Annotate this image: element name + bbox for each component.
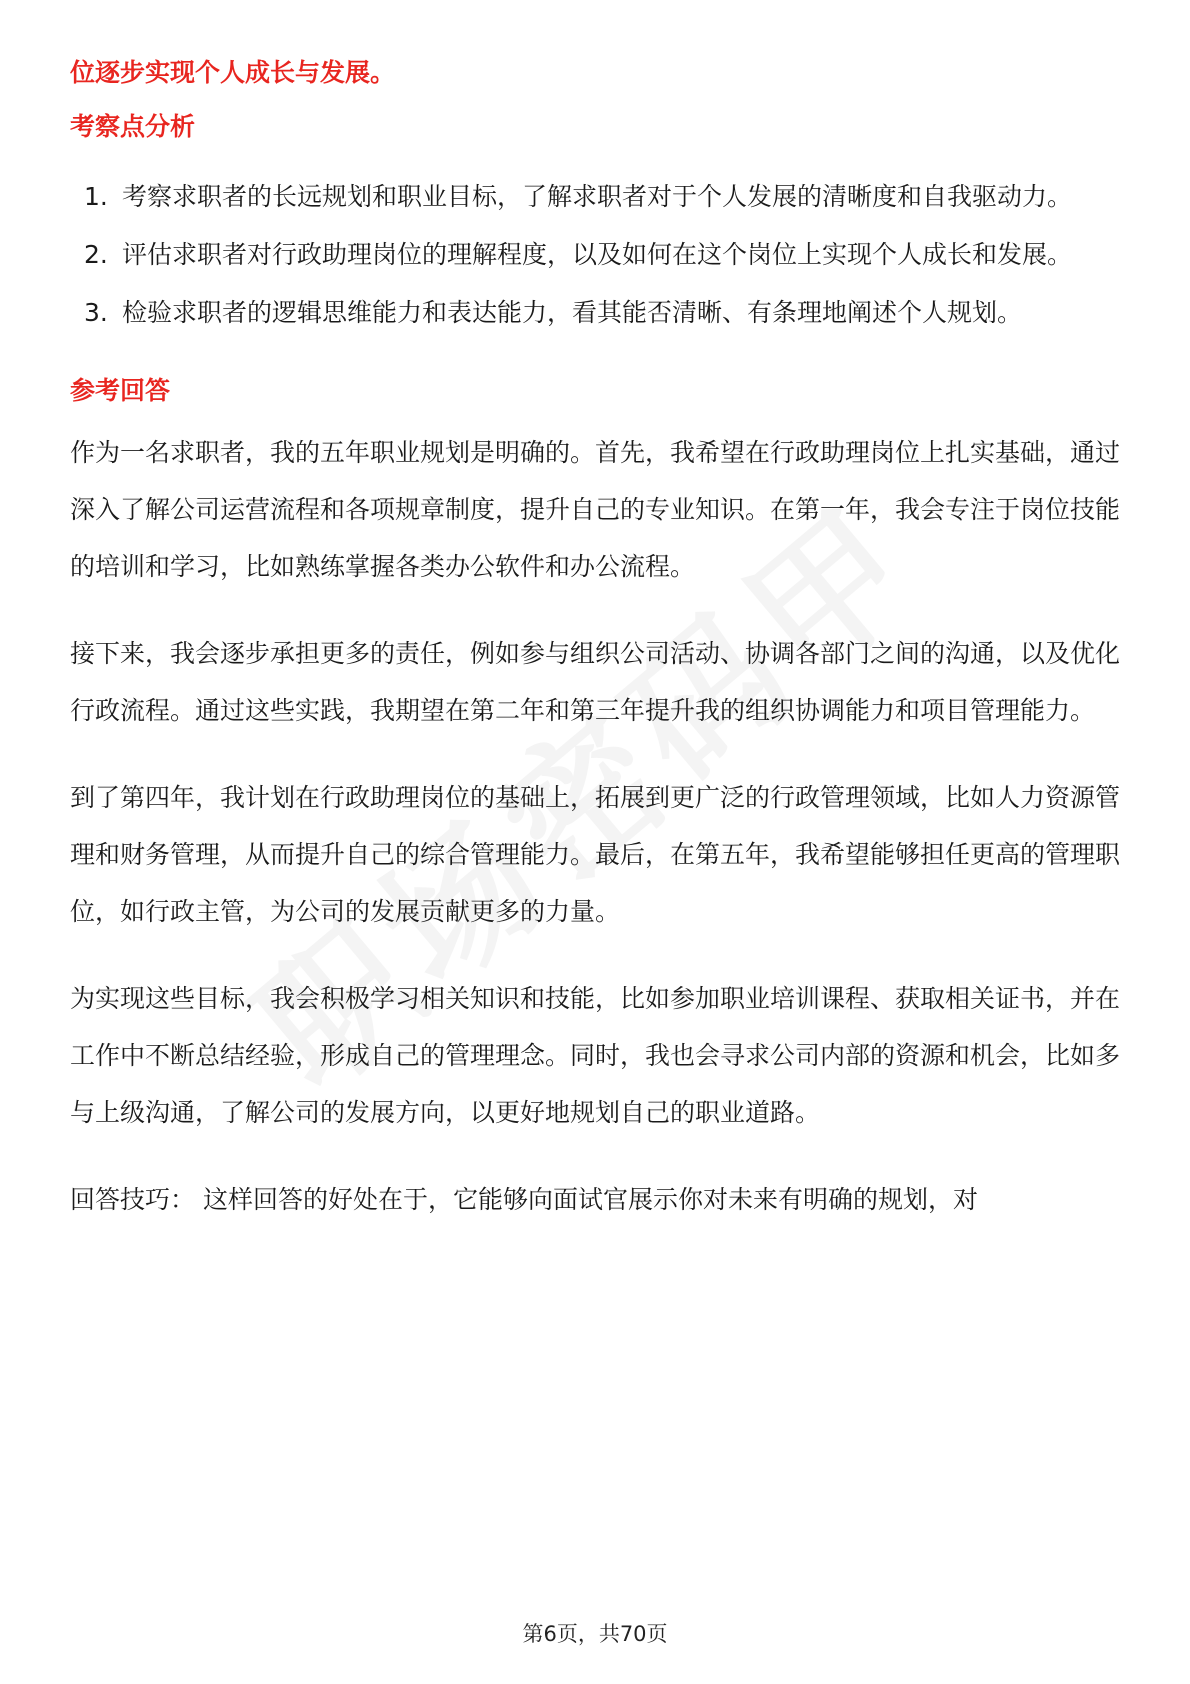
list-item-number: 3. [84, 298, 108, 327]
list-item [70, 168, 1120, 226]
list-item-number: 1. [84, 182, 108, 211]
list-item [70, 284, 1120, 342]
page-number: 第6页，共70页 [522, 1622, 668, 1646]
answer-heading: 参考回答 [70, 376, 171, 405]
list-item-text: 检验求职者的逻辑思维能力和表达能力，看其能否清晰、有条理地阐述个人规划。 [122, 298, 1023, 327]
list-item-text: 考察求职者的长远规划和职业目标，了解求职者对于个人发展的清晰度和自我驱动力。 [122, 182, 1073, 211]
answer-paragraph: 作为一名求职者，我的五年职业规划是明确的。首先，我希望在行政助理岗位上扎实基础，通过深入了解公司运营流程和各项规章制度，提升自己的专业知识。在第一年，我会专注于岗位技能的培训和学习，比如熟练掌握各类办公软件和办公流程。 [70, 438, 1121, 581]
answer-tips-paragraph: 回答技巧： 这样回答的好处在于，它能够向面试官展示你对未来有明确的规划，对 [70, 1185, 978, 1214]
analysis-heading: 考察点分析 [70, 112, 196, 141]
answer-paragraph: 到了第四年，我计划在行政助理岗位的基础上，拓展到更广泛的行政管理领域，比如人力资源管理和财务管理，从而提升自己的综合管理能力。最后，在第五年，我希望能够担任更高的管理职位，如行政主管，为公司的发展贡献更多的力量。 [70, 783, 1121, 926]
list-item [70, 226, 1120, 284]
list-item-text: 评估求职者对行政助理岗位的理解程度，以及如何在这个岗位上实现个人成长和发展。 [122, 240, 1073, 269]
answer-paragraph: 接下来，我会逐步承担更多的责任，例如参与组织公司活动、协调各部门之间的沟通，以及优化行政流程。通过这些实践，我期望在第二年和第三年提升我的组织协调能力和项目管理能力。 [70, 639, 1121, 725]
list-item-number: 2. [84, 240, 108, 269]
page-content [70, 52, 1120, 1258]
continued-line: 位逐步实现个人成长与发展。 [70, 58, 396, 87]
answer-paragraph: 为实现这些目标，我会积极学习相关知识和技能，比如参加职业培训课程、获取相关证书，并在工作中不断总结经验，形成自己的管理理念。同时，我也会寻求公司内部的资源和机会，比如多与上级沟通，了解公司的发展方向，以更好地规划自己的职业道路。 [70, 984, 1121, 1127]
analysis-list [70, 168, 1120, 342]
